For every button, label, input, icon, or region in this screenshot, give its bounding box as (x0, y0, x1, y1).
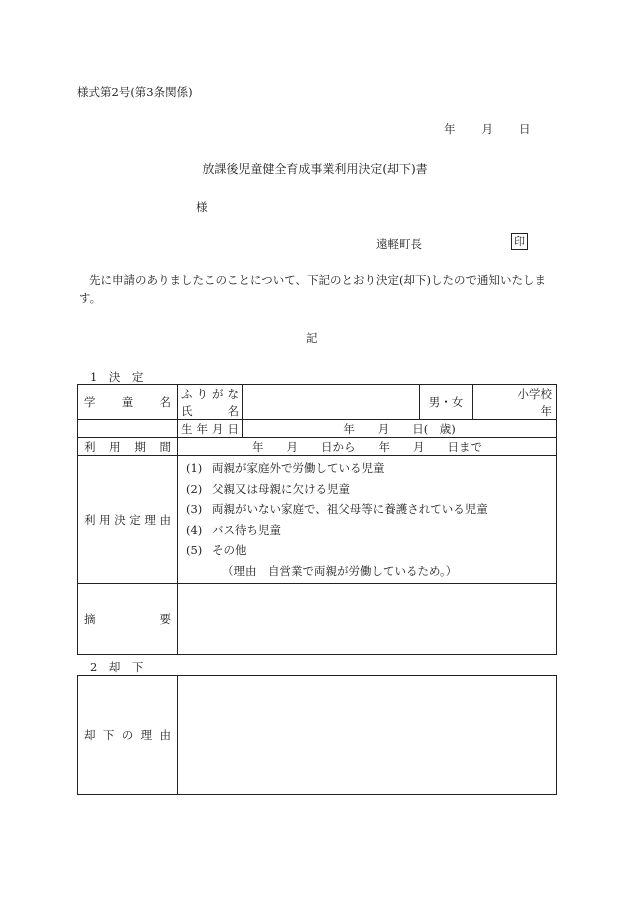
school-label: 小学校 (473, 385, 557, 403)
date-month: 月 (481, 122, 493, 136)
decision-table (77, 384, 557, 655)
rejection-table (77, 675, 557, 795)
seal-mark: 印 (511, 233, 528, 250)
other-reason-text: （理由 自営業で両親が労働しているため。） (222, 563, 458, 578)
gender-field[interactable]: 男・女 (420, 385, 473, 420)
birth-field[interactable]: 年 月 日( 歳) (243, 420, 557, 438)
notice-body: 先に申請のありましたこのことについて、下記のとおり決定(却下)したので通知いたします。 (79, 273, 547, 305)
grade-label: 年 (473, 403, 557, 420)
furigana-label: ふりがな (178, 385, 243, 403)
reason-item-1[interactable]: (1) 両親が家庭外で労働している児童 (186, 461, 385, 475)
summary-label: 摘要 (78, 584, 178, 655)
reason-item-4[interactable]: (4) バス待ち児童 (186, 522, 281, 537)
name-label: 氏名 (178, 403, 243, 420)
child-label: 学童名 (78, 385, 178, 420)
period-label: 利用期間 (78, 438, 178, 456)
rejection-reason-label: 却下の理由 (78, 676, 178, 795)
issuer: 遠軽町長 (376, 237, 422, 251)
date-day: 日 (519, 122, 531, 136)
addressee-suffix: 様 (196, 200, 208, 214)
document-title: 放課後児童健全育成事業利用決定(却下)書 (202, 162, 428, 176)
reason-item-3[interactable]: (3) 両親がいない家庭で、祖父母等に養護されている児童 (186, 502, 488, 516)
reason-item-5[interactable]: (5) その他 (186, 543, 247, 557)
date-line (444, 121, 531, 137)
name-field[interactable] (243, 385, 420, 420)
ki-heading: 記 (306, 331, 318, 345)
reason-label: 利用決定理由 (78, 456, 178, 584)
rejection-reason-field[interactable] (178, 676, 557, 795)
section-2-heading: 2 却 下 (90, 660, 144, 674)
section-1-heading: 1 決 定 (90, 370, 144, 384)
reason-item-2[interactable]: (2) 父親又は母親に欠ける児童 (186, 481, 350, 496)
date-year: 年 (444, 122, 456, 136)
period-field[interactable]: 年 月 日から 年 月 日まで (178, 438, 557, 456)
reason-list (178, 456, 557, 584)
summary-field[interactable] (178, 584, 557, 655)
birth-label: 生年月日 (178, 420, 243, 438)
form-number: 様式第2号(第3条関係) (77, 85, 193, 99)
